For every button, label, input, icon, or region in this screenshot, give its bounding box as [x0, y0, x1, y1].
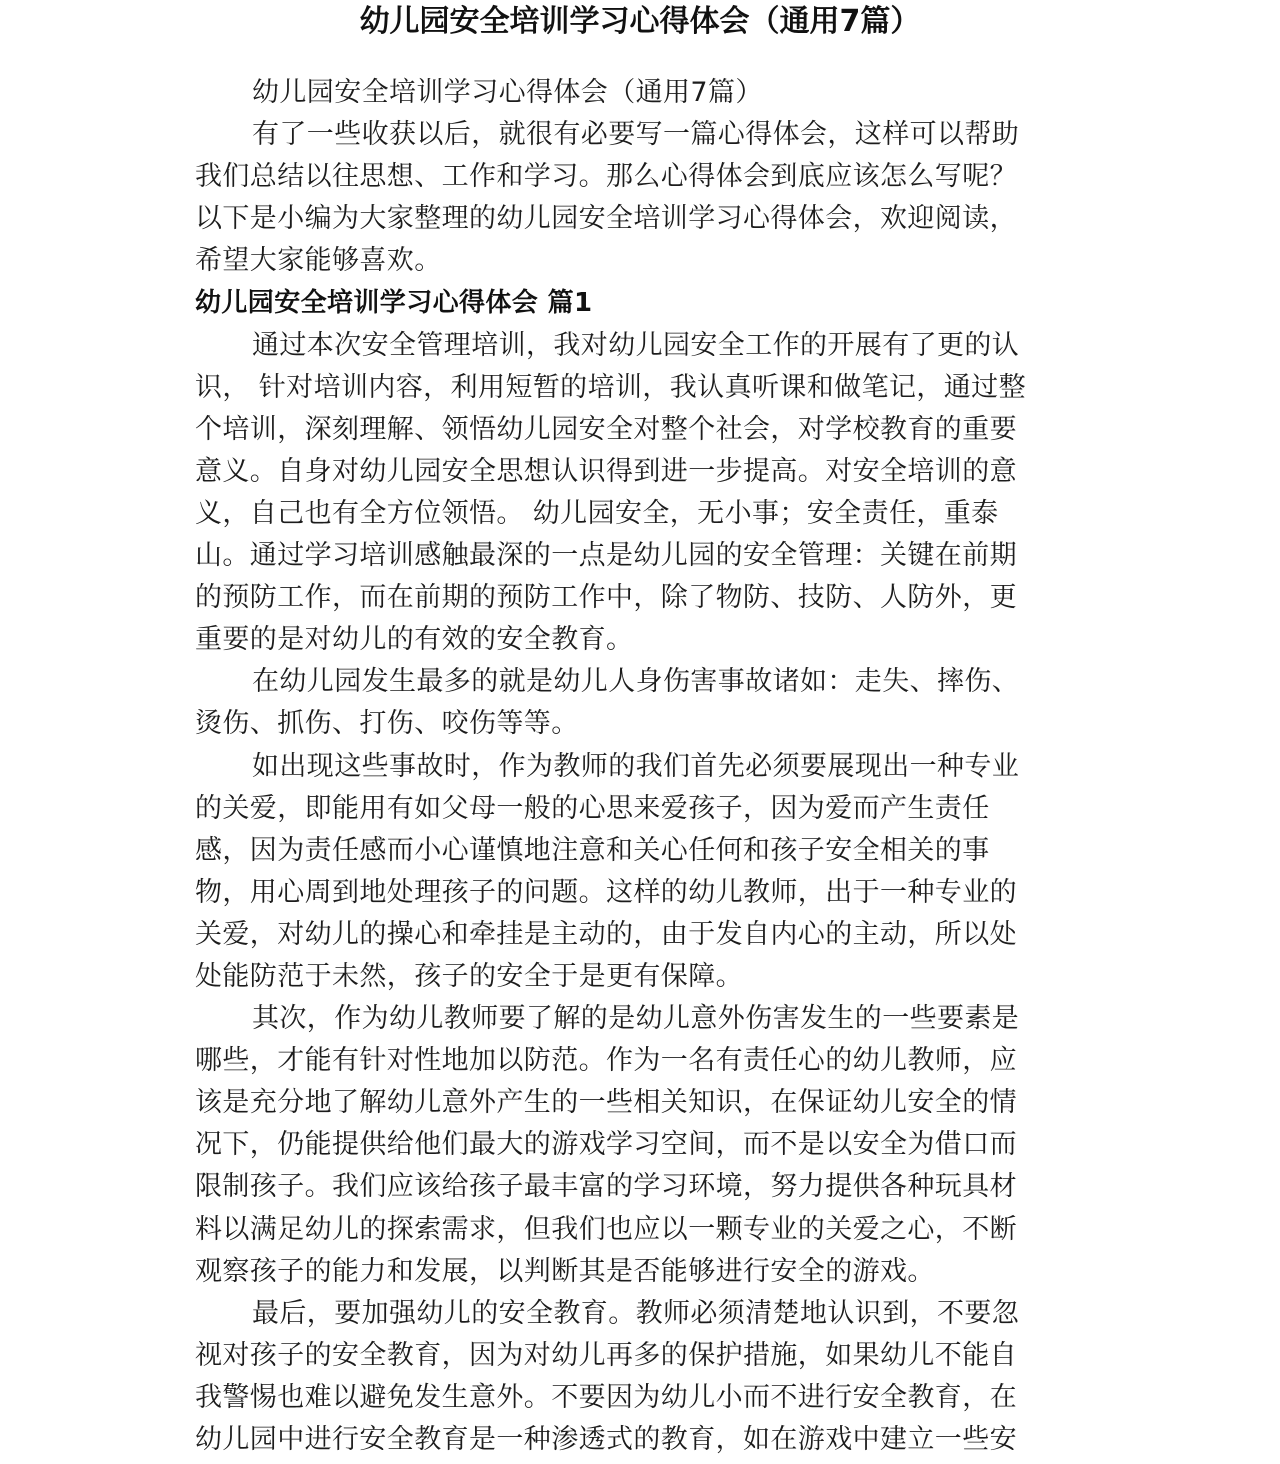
paragraph-line: 物，用心周到地处理孩子的问题。这样的幼儿教师，出于一种专业的	[195, 876, 1017, 908]
paragraph-line: 感，因为责任感而小心谨慎地注意和关心任何和孩子安全相关的事	[195, 834, 990, 866]
paragraph-line: 重要的是对幼儿的有效的安全教育。	[195, 624, 634, 656]
paragraph-line: 观察孩子的能力和发展，以判断其是否能够进行安全的游戏。	[195, 1255, 935, 1287]
paragraph-line: 况下，仍能提供给他们最大的游戏学习空间，而不是以安全为借口而	[195, 1129, 1017, 1161]
document-body	[195, 72, 1090, 1461]
paragraph-line: 处能防范于未然，孩子的安全于是更有保障。	[195, 960, 743, 992]
paragraph-line: 的关爱，即能用有如父母一般的心思来爱孩子，因为爱而产生责任	[195, 792, 990, 824]
paragraph-line: 的预防工作，而在前期的预防工作中，除了物防、技防、人防外，更	[195, 582, 1017, 614]
paragraph-line: 如出现这些事故时，作为教师的我们首先必须要展现出一种专业	[252, 750, 1020, 782]
paragraph-line: 意义。自身对幼儿园安全思想认识得到进一步提高。对安全培训的意	[195, 455, 1017, 487]
paragraph-line: 烫伤、抓伤、打伤、咬伤等等。	[195, 708, 579, 740]
document-title: 幼儿园安全培训学习心得体会（通用7篇）	[359, 4, 921, 39]
intro-line: 我们总结以往思想、工作和学习。那么心得体会到底应该怎么写呢？	[195, 161, 1017, 193]
paragraph-line: 视对孩子的安全教育，因为对幼儿再多的保护措施，如果幼儿不能自	[195, 1339, 1017, 1371]
paragraph-line: 通过本次安全管理培训，我对幼儿园安全工作的开展有了更的认	[252, 329, 1020, 361]
paragraph-line: 在幼儿园发生最多的就是幼儿人身伤害事故诸如：走失、摔伤、	[252, 666, 1020, 698]
paragraph-line: 识， 针对培训内容，利用短暂的培训，我认真听课和做笔记，通过整	[195, 371, 1026, 403]
paragraph-line: 义，自己也有全方位领悟。 幼儿园安全，无小事；安全责任，重泰	[195, 497, 999, 529]
intro-line: 有了一些收获以后，就很有必要写一篇心得体会，这样可以帮助	[252, 119, 1020, 151]
paragraph-line: 幼儿园中进行安全教育是一种渗透式的教育，如在游戏中建立一些安	[195, 1424, 1017, 1455]
paragraph-line: 最后，要加强幼儿的安全教育。教师必须清楚地认识到，不要忽	[252, 1297, 1020, 1329]
intro-line: 希望大家能够喜欢。	[195, 245, 442, 277]
paragraph-line: 该是充分地了解幼儿意外产生的一些相关知识，在保证幼儿安全的情	[195, 1087, 1017, 1119]
subtitle-line: 幼儿园安全培训学习心得体会（通用7篇）	[252, 77, 763, 108]
paragraph-line: 个培训，深刻理解、领悟幼儿园安全对整个社会，对学校教育的重要	[195, 413, 1017, 445]
paragraph-line: 哪些，才能有针对性地加以防范。作为一名有责任心的幼儿教师，应	[195, 1045, 1017, 1077]
section-heading: 幼儿园安全培训学习心得体会 篇1	[195, 288, 593, 319]
paragraph-line: 我警惕也难以避免发生意外。不要因为幼儿小而不进行安全教育，在	[195, 1381, 1017, 1413]
paragraph-line: 限制孩子。我们应该给孩子最丰富的学习环境，努力提供各种玩具材	[195, 1171, 1017, 1203]
paragraph-line: 其次，作为幼儿教师要了解的是幼儿意外伤害发生的一些要素是	[252, 1003, 1020, 1035]
paragraph-line: 关爱，对幼儿的操心和牵挂是主动的，由于发自内心的主动，所以处	[195, 918, 1017, 950]
paragraph-line: 山。通过学习培训感触最深的一点是幼儿园的安全管理：关键在前期	[195, 540, 1017, 572]
paragraph-line: 料以满足幼儿的探索需求，但我们也应以一颗专业的关爱之心，不断	[195, 1213, 1017, 1245]
intro-line: 以下是小编为大家整理的幼儿园安全培训学习心得体会，欢迎阅读，	[195, 203, 1017, 235]
